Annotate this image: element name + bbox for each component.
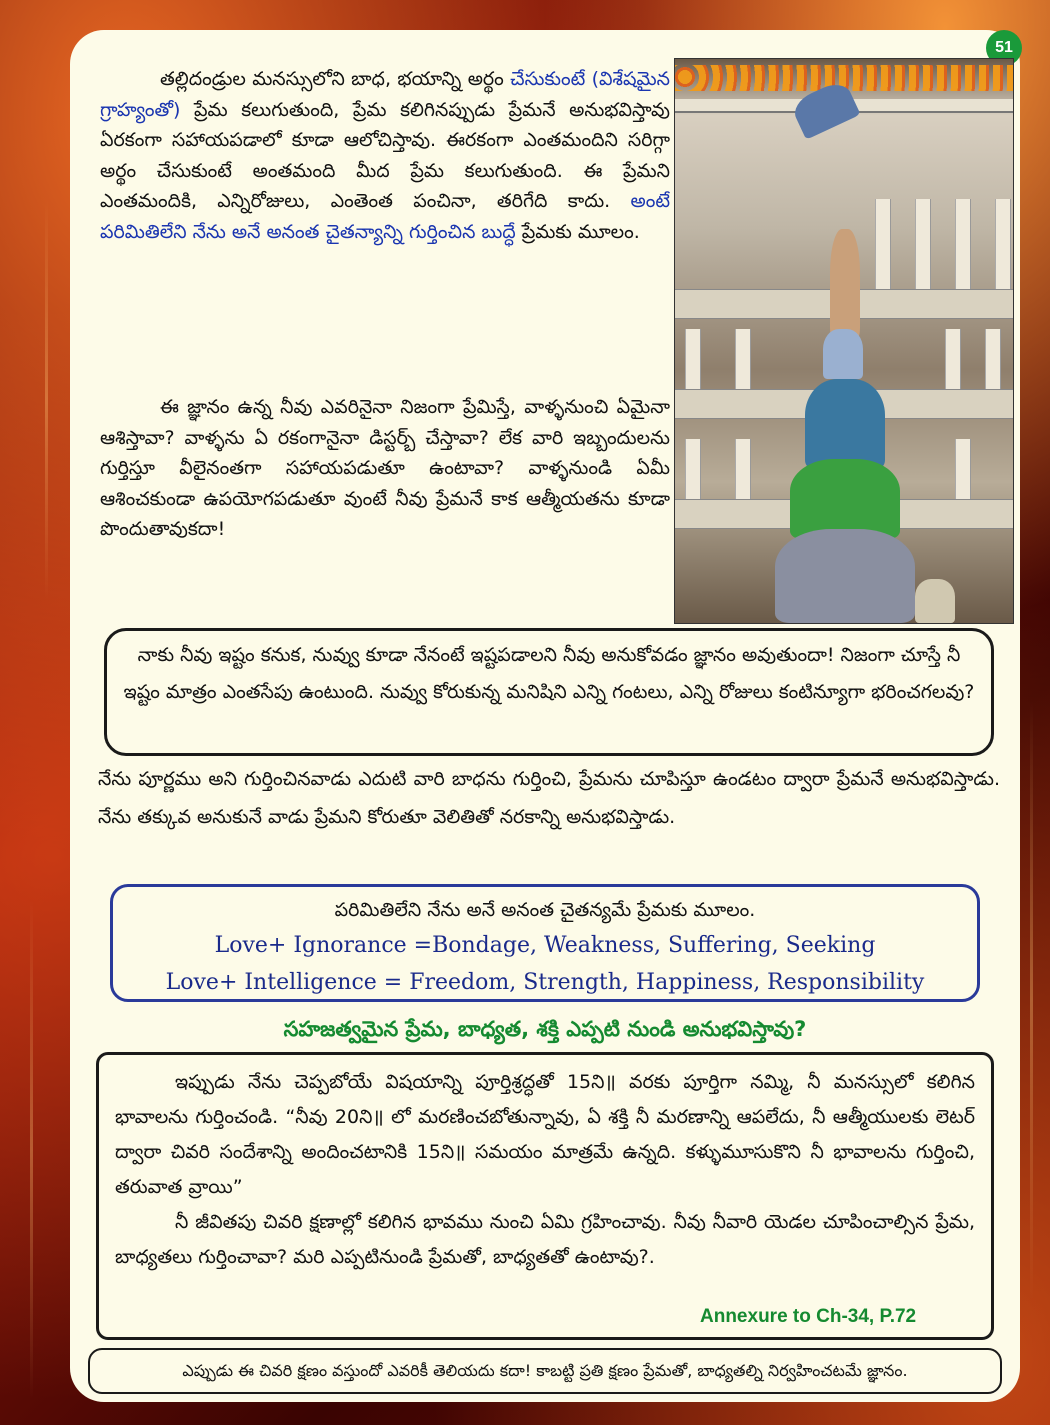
exercise-reflection: నీ జీవితపు చివరి క్షణాల్లో కలిగిన భావము నుంచి ఏమి గ్రహించావు. నీవు నీవారి యెడల చూపించాల్సిన ప్రేమ, బాధ్యతలు గుర్తించావా? మరి ఎప్పటినుండి ప్రేమతో, బాధ్యతతో ఉంటావు?. — [115, 1211, 975, 1268]
formula-line-intelligence: Love+ Intelligence = Freedom, Strength, Happiness, Responsibility — [165, 970, 925, 995]
intro-paragraph — [100, 64, 670, 248]
background-ray — [30, 900, 33, 1400]
formula-line-ignorance: Love+ Ignorance =Bondage, Weakness, Suffering, Seeking — [214, 933, 876, 958]
question-box — [104, 628, 994, 756]
intro-text-b: ప్రేమ కలుగుతుంది, ప్రేమ కలిగినప్పుడు ప్రేమనే అనుభవిస్తావు ఏరకంగా సహాయపడాలో కూడా ఆలోచిస్తావు. ఈరకంగా ఎంతమందిని సరిగ్గా అర్థం చేసుకుంటే అంతమంది మీద ప్రేమ కలుగుతుంది. ఈ ప్రేమని ఎంతమందికి, ఎన్నిరోజులు, ఎంతెంత పంచినా, తరిగేది కాదు. — [100, 98, 670, 213]
intro-highlight-a: చేసుకుంటే (విశేషమైన గ్రాహ్యంతో) — [100, 68, 670, 121]
knowledge-paragraph: ఈ జ్ఞానం ఉన్న నీవు ఎవరినైనా నిజంగా ప్రేమిస్తే, వాళ్ళనుంచి ఏమైనా ఆశిస్తావా? వాళ్ళను ఏ రకంగానైనా డిస్టర్బ్ చేస్తావా? లేక వారి ఇబ్బందులను గుర్తిస్తూ వీలైనంతగా సహాయపడుతూ ఉంటావా? వాళ్ళనుండి ఏమీ ఆశించకుండా ఉపయోగపడుతూ వుంటే నీవు ప్రేమనే కాక ఆత్మీయతను కూడా పొందుతావుకదా! — [100, 396, 670, 541]
page-number-badge: 51 — [986, 30, 1022, 66]
background-ray — [45, 200, 48, 600]
question-box-text: నాకు నీవు ఇష్టం కనుక, నువ్వు కూడా నేనంటే ఇష్టపడాలని నీవు అనుకోవడం జ్ఞానం అవుతుందా! నిజంగా చూస్తే నీ ఇష్టం మాత్రం ఎంతసేపు ఉంటుంది. నువ్వు కోరుకున్న మనిషిని ఎన్ని గంటలు, ఎన్ని రోజులు కంటిన్యూగా భరించగలవు? — [123, 644, 975, 703]
human-pyramid-photo — [674, 58, 1014, 624]
fullness-paragraph: నేను పూర్ణము అని గుర్తించినవాడు ఎదుటి వారి బాధను గుర్తించి, ప్రేమను చూపిస్తూ ఉండటం ద్వారా ప్రేమనే అనుభవిస్తాడు. నేను తక్కువ అనుకునే వాడు ప్రేమని కోరుతూ వెలితితో నరకాన్ని అనుభవిస్తాడు. — [98, 768, 1000, 828]
annexure-reference: Annexure to Ch-34, P.72 — [700, 1306, 917, 1327]
formula-heading: పరిమితిలేని నేను అనే అనంత చైతన్యమే ప్రేమకు మూలం. — [334, 899, 756, 921]
background-ray — [1030, 700, 1033, 1300]
footer-note: ఎప్పుడు ఈ చివరి క్షణం వస్తుందో ఎవరికీ తెలియదు కదా! కాబట్టి ప్రతి క్షణం ప్రేమతో, బాధ్యతల్ని నిర్వహించటమే జ్ఞానం. — [88, 1348, 1002, 1394]
exercise-instructions: ఇప్పుడు నేను చెప్పబోయే విషయాన్ని పూర్తిశ్రద్ధతో 15ని॥ వరకు పూర్తిగా నమ్మి, నీ మనస్సులో కలిగిన భావాలను గుర్తించండి. “నీవు 20ని॥ లో మరణించబోతున్నావు, ఏ శక్తి నీ మరణాన్ని ఆపలేదు, నీ ఆత్మీయులకు లెటర్ ద్వారా చివరి సందేశాన్ని అందించటానికి 15ని॥ సమయం మాత్రమే ఉన్నది. కళ్ళుమూసుకొని నీ భావాలను గుర్తించి, తరువాత వ్రాయి” — [115, 1071, 975, 1198]
exercise-box — [96, 1052, 994, 1340]
intro-text-c: ప్రేమకు మూలం. — [515, 220, 640, 243]
formula-box — [110, 884, 980, 1002]
section-question: సహజత్వమైన ప్రేమ, బాధ్యత, శక్తి ఎప్పటి నుండి అనుభవిస్తావు? — [283, 1017, 807, 1041]
intro-text-a: తల్లిదండ్రుల మనస్సులోని బాధ, భయాన్ని అర్థం — [160, 68, 504, 90]
intro-highlight-b: అంటే పరిమితిలేని నేను అనే అనంత చైతన్యాన్ని గుర్తించిన బుద్ధే — [100, 190, 670, 243]
